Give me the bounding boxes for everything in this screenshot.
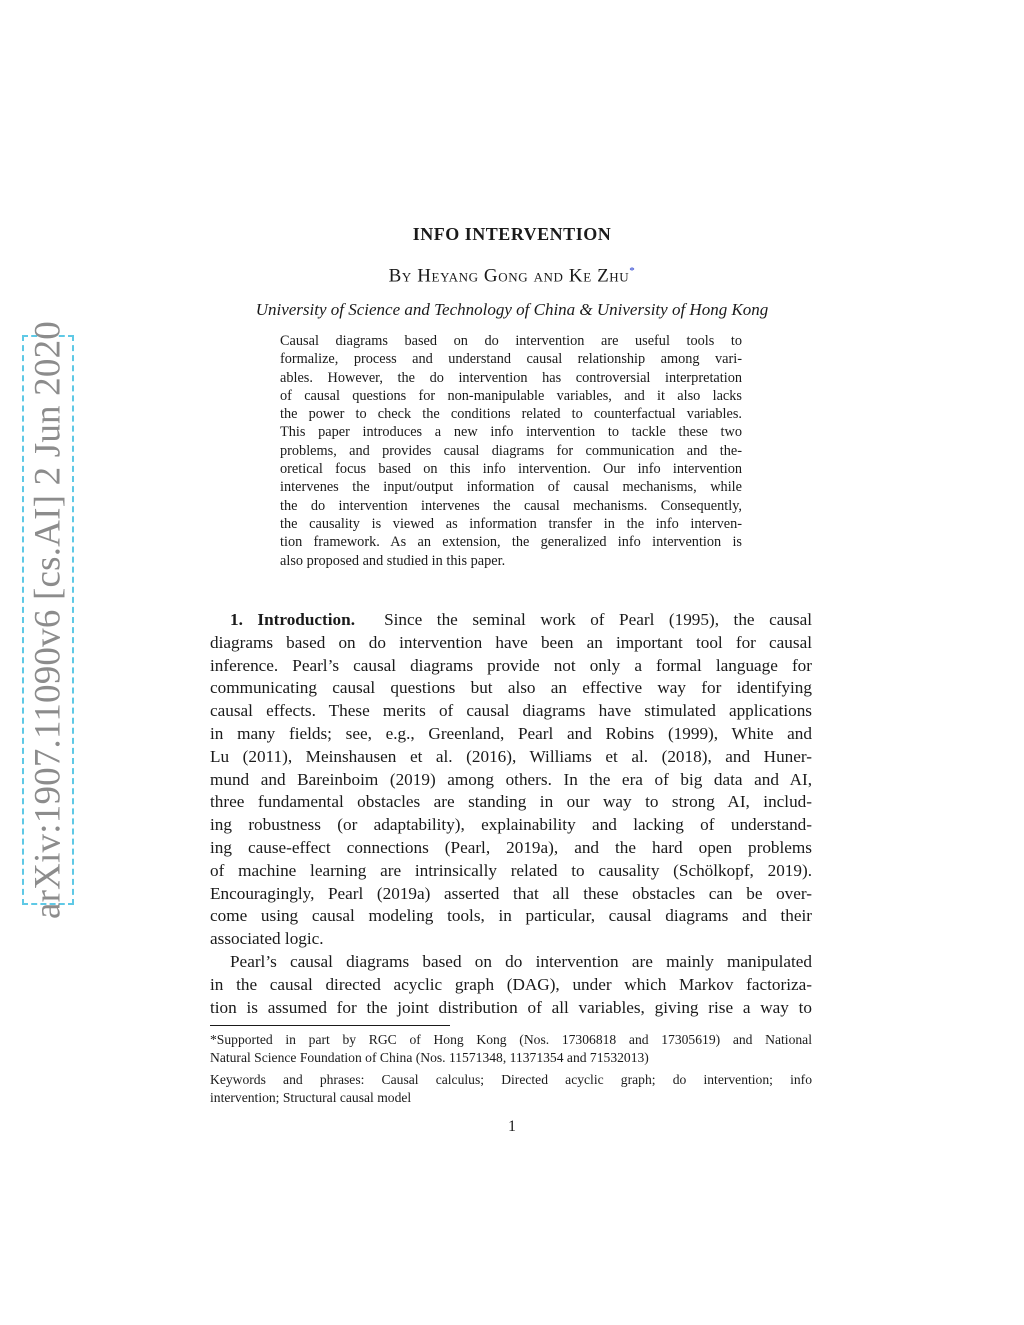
- footnotes: [210, 1031, 812, 1107]
- para2-line: in the causal directed acyclic graph (DAG), under which Markov factoriza-: [210, 974, 812, 994]
- intro-line: causal effects. These merits of causal diagrams have stimulated applications: [210, 701, 812, 721]
- intro-line: Lu (2011), Meinshausen et al. (2016), Williams et al. (2018), and Huner-: [210, 746, 812, 766]
- abstract-line: the do intervention intervenes the causal mechanisms. Consequently,: [280, 497, 742, 514]
- intro-line: mund and Bareinboim (2019) among others. In the era of big data and AI,: [210, 769, 812, 789]
- intro-line: of machine learning are intrinsically related to causality (Schölkopf, 2019).: [210, 860, 812, 880]
- intro-first-line-text: Since the seminal work of Pearl (1995), the causal: [384, 610, 813, 629]
- intro-line: Encouragingly, Pearl (2019a) asserted that all these obstacles can be over-: [210, 883, 812, 903]
- intro-line: inference. Pearl’s causal diagrams provide not only a formal language for: [210, 655, 812, 675]
- para2-line: tion is assumed for the joint distribution of all variables, giving rise a way to: [210, 997, 812, 1017]
- footnote-line: *Supported in part by RGC of Hong Kong (Nos. 17306818 and 17305619) and National: [210, 1032, 812, 1047]
- page-number: 1: [508, 1118, 516, 1135]
- intro-line: come using causal modeling tools, in particular, causal diagrams and their: [210, 906, 812, 926]
- author-names: By Heyang Gong and Ke Zhu: [388, 265, 630, 287]
- keywords-line: intervention; Structural causal model: [210, 1090, 412, 1105]
- keywords-line: Keywords and phrases: Causal calculus; Directed acyclic graph; do intervention; info: [210, 1072, 812, 1087]
- para2-line: Pearl’s causal diagrams based on do intervention are mainly manipulated: [230, 951, 812, 971]
- paper-title: INFO INTERVENTION: [412, 224, 612, 244]
- footnote-rule: [210, 1025, 450, 1026]
- abstract-line: the causality is viewed as information transfer in the info interven-: [280, 515, 742, 532]
- intro-line: associated logic.: [210, 929, 324, 949]
- affiliation: University of Science and Technology of China & University of Hong Kong: [255, 300, 769, 319]
- abstract-line: of causal questions for non-manipulable variables, and it also lacks: [280, 387, 742, 404]
- abstract-line: the power to check the conditions related to counterfactual variables.: [280, 406, 742, 423]
- abstract-line: problems, and provides causal diagrams for communication and the-: [280, 442, 742, 459]
- intro-line: diagrams based on do intervention have been an important tool for causal: [210, 632, 812, 652]
- arxiv-identifier: arXiv:1907.11090v6 [cs.AI] 2 Jun 2020: [27, 321, 69, 919]
- abstract-line: Causal diagrams based on do intervention are useful tools to: [280, 333, 742, 349]
- intro-line: ing cause-effect connections (Pearl, 2019a), and the hard open problems: [210, 837, 812, 857]
- arxiv-stamp: [22, 321, 74, 919]
- intro-line: communicating causal questions but also an effective way for identifying: [210, 678, 812, 698]
- abstract-line: ables. However, the do intervention has controversial interpretation: [280, 369, 742, 386]
- abstract-line: tion framework. As an extension, the generalized info intervention is: [280, 534, 742, 551]
- abstract-line: This paper introduces a new info intervention to tackle these two: [280, 424, 742, 441]
- abstract: [280, 332, 742, 570]
- abstract-line: intervenes the input/output information of causal mechanisms, while: [280, 479, 742, 496]
- intro-line: ing robustness (or adaptability), explainability and lacking of understand-: [210, 815, 812, 835]
- abstract-line: formalize, process and understand causal relationship among vari-: [280, 351, 742, 368]
- section-heading: 1. Introduction.: [230, 610, 356, 629]
- abstract-line: also proposed and studied in this paper.: [280, 552, 506, 569]
- introduction-section: [210, 609, 812, 1019]
- footnote-line: Natural Science Foundation of China (Nos. 11571348, 11371354 and 71532013): [210, 1050, 649, 1065]
- intro-first-line: [210, 609, 812, 632]
- author-footnote-mark[interactable]: *: [629, 265, 636, 277]
- intro-line: three fundamental obstacles are standing in our way to strong AI, includ-: [210, 792, 812, 812]
- abstract-line: oretical focus based on this info intervention. Our info intervention: [280, 461, 742, 478]
- author-line: [0, 265, 1024, 287]
- intro-line: in many fields; see, e.g., Greenland, Pearl and Robins (1999), White and: [210, 723, 812, 743]
